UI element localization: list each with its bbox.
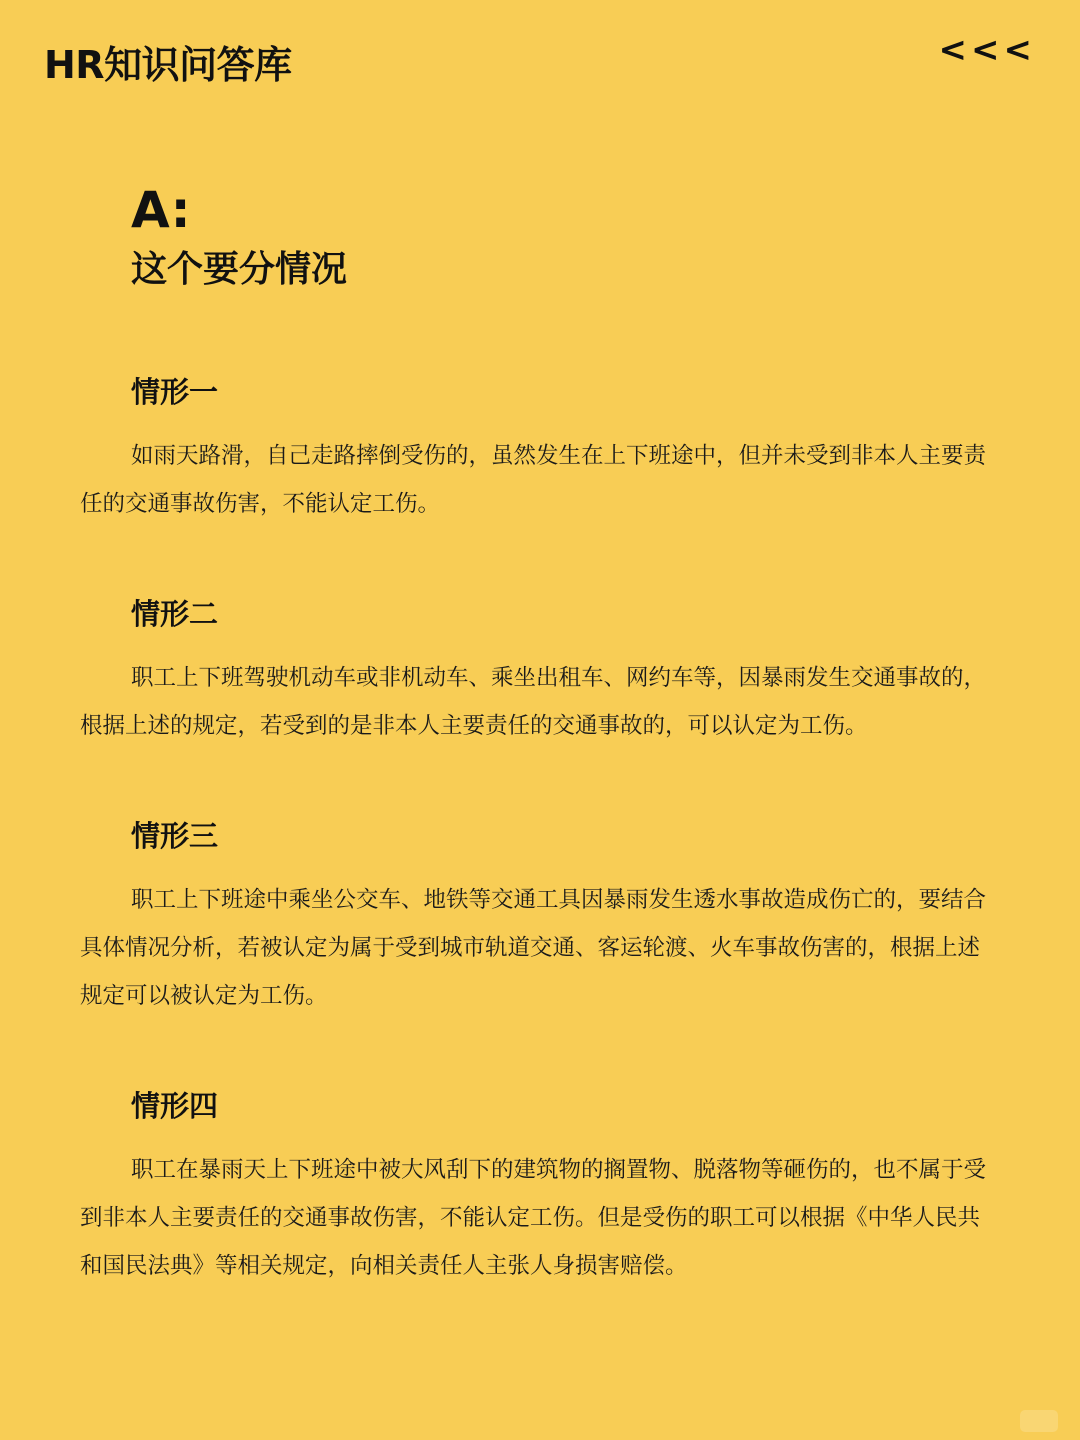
answer-label: A:	[131, 181, 191, 239]
case-body: 职工上下班途中乘坐公交车、地铁等交通工具因暴雨发生透水事故造成伤亡的，要结合具体情况分析，若被认定为属于受到城市轨道交通、客运轮渡、火车事故伤害的，根据上述规定可以被认定为工伤。	[80, 887, 987, 1009]
answer-heading	[131, 180, 347, 294]
case-title: 情形三	[131, 819, 219, 853]
case-title: 情形一	[131, 375, 219, 409]
case-body: 职工上下班驾驶机动车或非机动车、乘坐出租车、网约车等，因暴雨发生交通事故的，根据上述的规定，若受到的是非本人主要责任的交通事故的，可以认定为工伤。	[80, 665, 987, 739]
case-section-1	[80, 372, 1000, 528]
header	[44, 30, 1036, 90]
case-title: 情形四	[131, 1089, 219, 1123]
case-body: 职工在暴雨天上下班途中被大风刮下的建筑物的搁置物、脱落物等砸伤的，也不属于受到非本人主要责任的交通事故伤害，不能认定工伤。但是受伤的职工可以根据《中华人民共和国民法典》等相关规定，向相关责任人主张人身损害赔偿。	[80, 1157, 987, 1279]
case-body: 如雨天路滑，自己走路摔倒受伤的，虽然发生在上下班途中，但并未受到非本人主要责任的交通事故伤害，不能认定工伤。	[80, 443, 987, 517]
back-arrows-icon[interactable]: <<<	[938, 30, 1036, 70]
answer-subtitle: 这个要分情况	[131, 249, 348, 290]
watermark-badge	[1020, 1410, 1058, 1432]
case-section-2	[80, 594, 1000, 750]
case-section-4	[80, 1086, 1000, 1290]
case-title: 情形二	[131, 597, 219, 631]
case-section-3	[80, 816, 1000, 1020]
brand-title: HR知识问答库	[44, 43, 292, 87]
